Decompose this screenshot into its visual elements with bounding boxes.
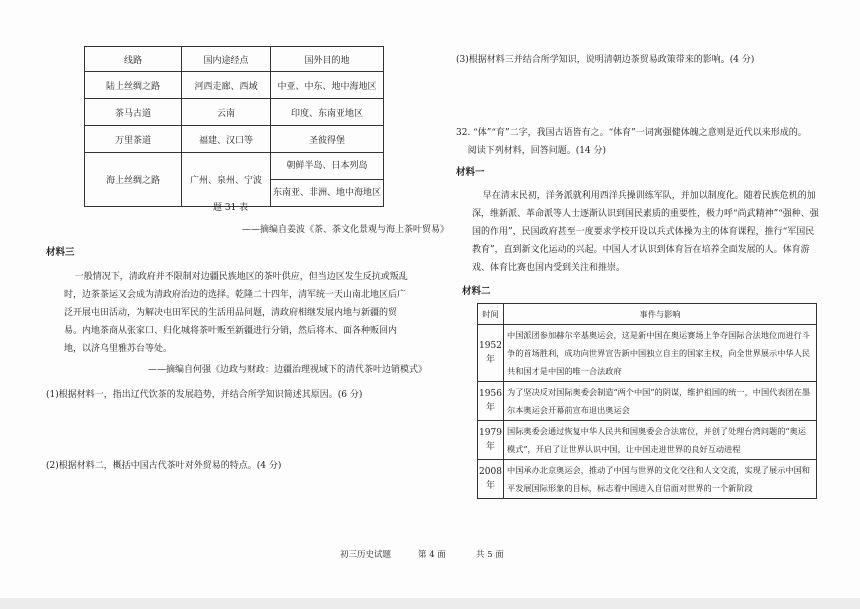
route-destination: 圣彼得堡 xyxy=(271,126,384,153)
table-row xyxy=(85,126,384,153)
scan-bottom-edge xyxy=(0,598,860,609)
table-header-row xyxy=(85,47,384,72)
route-destination-split xyxy=(271,153,384,207)
route-destination: 中亚、中东、地中海地区 xyxy=(271,72,384,99)
event-year: 1979年 xyxy=(478,421,504,460)
route-domestic: 广州、泉州、宁波 xyxy=(182,153,271,207)
table-row xyxy=(478,325,817,382)
material1-body xyxy=(472,187,822,277)
route-domestic: 福建、汉口等 xyxy=(182,126,271,153)
footer-total-pages: 共 5 面 xyxy=(476,550,504,560)
table-row xyxy=(478,421,817,460)
event-year: 1956年 xyxy=(478,382,504,421)
header-event: 事件与影响 xyxy=(504,304,817,325)
route-domestic: 云南 xyxy=(182,99,271,126)
route-name: 茶马古道 xyxy=(85,99,182,126)
question-1: (1)根据材料一，指出辽代饮茶的发展趋势，并结合所学知识简述其原因。(6 分) xyxy=(46,390,363,400)
source-citation: ——摘编自姜波《茶、茶文化景观与海上茶叶贸易》 xyxy=(242,225,450,235)
event-text: 中国派团参加赫尔辛基奥运会，这是新中国在奥运赛场上争夺国际合法地位而进行斗争的首场胜利，成功向世界宣告新中国独立自主的国家主权，向全世界展示中华人民共和国才是中国的唯一合法政府 xyxy=(504,325,817,382)
material1-text: 早在清末民初，洋务派就利用西洋兵操训练军队，并加以制度化。随着民族危机的加深，维新派、革命派等人士逐渐认识到国民素质的重要性，极力呼“尚武精神”“强种、强国的作用”，民国政府甚至一度要求学校开设以兵式体操为主的体育课程，推行“军国民教育”，直到新文化运动的兴起。中国人才认识到体育旨在培养全面发展的人。体育游戏、体育比赛也国内受到关注和推崇。 xyxy=(472,191,819,273)
route-name: 海上丝绸之路 xyxy=(85,153,182,207)
header-domestic: 国内途经点 xyxy=(182,47,271,72)
event-text: 国际奥委会通过恢复中华人民共和国奥委会合法席位，并创了处理台湾问题的“奥运模式”，开启了让世界认识中国，让中国走进世界的良好互动进程 xyxy=(504,421,817,460)
material2-title: 材料二 xyxy=(462,286,491,297)
event-text: 为了坚决反对国际奥委会制造“两个中国”的阴谋，维护祖国的统一，中国代表团在墨尔本奥运会开幕前宣布退出奥运会 xyxy=(504,382,817,421)
trade-route-table xyxy=(84,46,384,207)
header-route: 线路 xyxy=(85,47,182,72)
table-caption: 题 31 表 xyxy=(213,203,249,213)
route-destination-2: 东南亚、非洲、地中海地区 xyxy=(272,188,381,198)
question-3: (3)根据材料三并结合所学知识，说明清朝边茶贸易政策带来的影响。(4 分) xyxy=(456,55,755,65)
question-32-stem: 32. “体”“育”二字，我国古语皆有之。“体育”一词寓强健体魄之意则是近代以来形成的。 xyxy=(456,128,807,138)
header-year: 时间 xyxy=(478,304,504,325)
event-text: 中国承办北京奥运会，推动了中国与世界的文化交往和人文交流，实现了展示中国和平发展国际形象的目标，标志着中国进入自信面对世界的一个新阶段 xyxy=(504,460,817,499)
question-32 xyxy=(456,124,828,160)
event-year: 2008年 xyxy=(478,460,504,499)
table-row xyxy=(85,72,384,99)
material3-title: 材料三 xyxy=(46,247,75,258)
footer-page-number: 第 4 面 xyxy=(418,550,446,560)
route-destination: 印度、东南亚地区 xyxy=(271,99,384,126)
material3-text: 一般情况下，清政府并不限制对边疆民族地区的茶叶供应，但当边区发生反抗或叛乱时，边茶茶运又会成为清政府治边的选择。乾隆二十四年，清军统一天山南北地区后广泛开展屯田活动，为解决屯田军民的生活用品问题，清政府相继发展内地与新疆的贸易。内地茶商从张家口、归化城将茶叶贩至新疆进行分销，然后将木、面各种贩回内地，以济乌里雅苏台等处。 xyxy=(64,272,408,354)
table-row xyxy=(478,460,817,499)
footer-exam-title: 初三历史试题 xyxy=(340,550,392,560)
table-row xyxy=(85,99,384,126)
header-destination: 国外目的地 xyxy=(271,47,384,72)
material3-source: ——摘编自何强《边政与财政：边疆治理视域下的清代茶叶边销模式》 xyxy=(148,365,428,375)
material1-title: 材料一 xyxy=(456,167,485,178)
table-row xyxy=(85,153,384,207)
question-2: (2)根据材料二，概括中国古代茶叶对外贸易的特点。(4 分) xyxy=(46,461,282,471)
table-row xyxy=(478,382,817,421)
route-name: 陆上丝绸之路 xyxy=(85,72,182,99)
olympics-events-table xyxy=(477,303,817,499)
route-domestic: 河西走廊、西域 xyxy=(182,72,271,99)
route-destination: 朝鲜半岛、日本列岛 xyxy=(271,153,383,180)
event-year: 1952年 xyxy=(478,325,504,382)
question-32-instruction: 阅读下列材料，回答问题。(14 分) xyxy=(467,146,607,156)
table-header-row xyxy=(478,304,817,325)
material3-body xyxy=(64,268,414,358)
route-name: 万里茶道 xyxy=(85,126,182,153)
